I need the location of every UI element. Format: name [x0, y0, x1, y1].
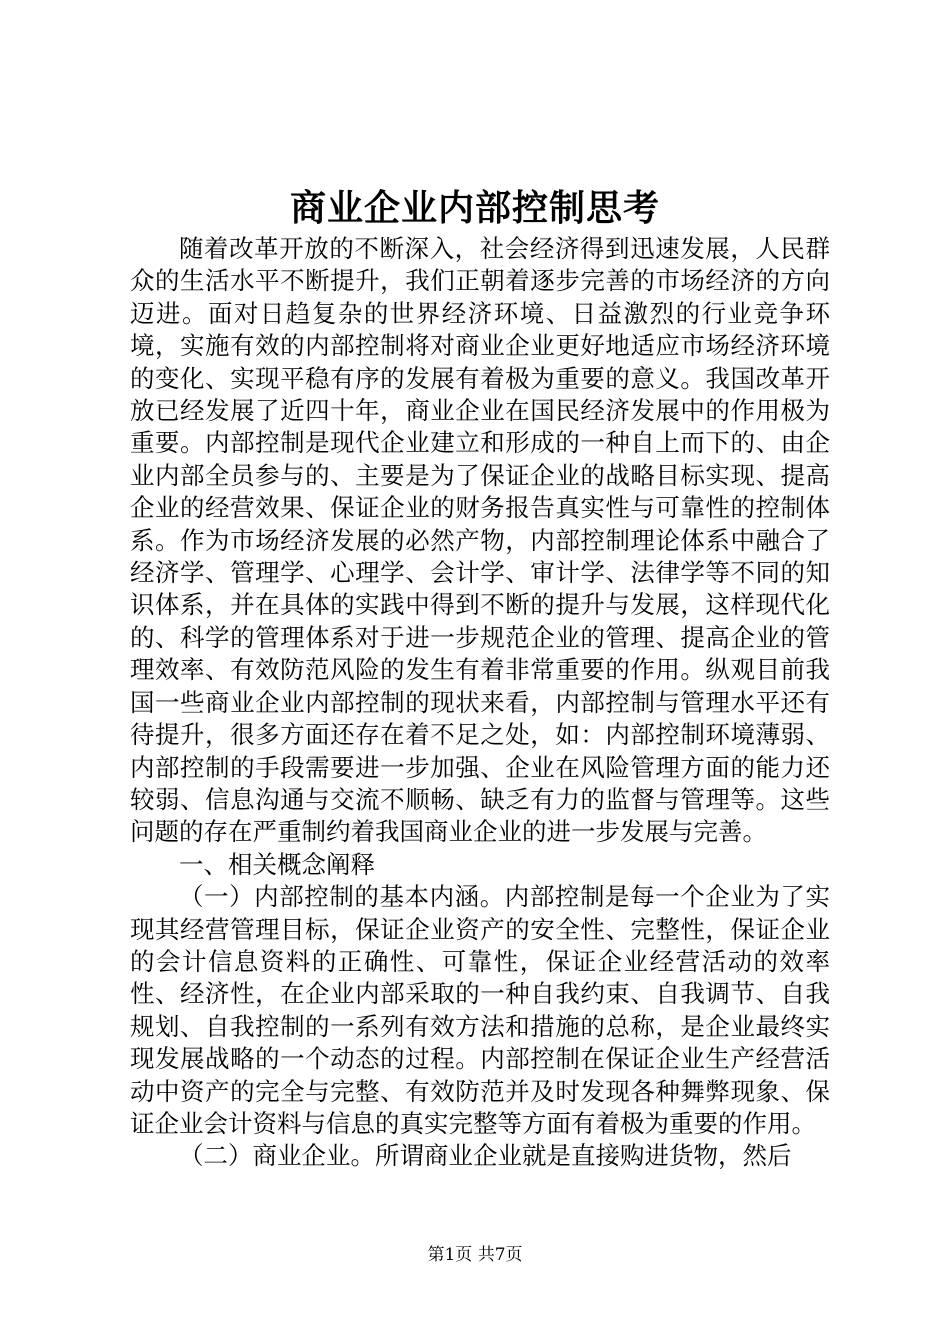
page-footer: 第1页 共7页	[427, 1245, 523, 1265]
paragraph-internal-control: （一）内部控制的基本内涵。内部控制是每一个企业为了实现其经营管理目标，保证企业资产的安全性、完整性，保证企业的会计信息资料的正确性、可靠性，保证企业经营活动的效率性、经济性，在企业内部采取的一种自我约束、自我调节、自我规划、自我控制的一系列有效方法和措施的总称，是企业最终实现发展战略的一个动态的过程。内部控制在保证企业生产经营活动中资产的完全与完整、有效防范并及时发现各种舞弊现象、保证企业会计资料与信息的真实完整等方面有着极为重要的作用。	[130, 882, 830, 1138]
document-body	[130, 233, 830, 1173]
document-title: 商业企业内部控制思考	[289, 187, 660, 229]
paragraph-intro: 随着改革开放的不断深入，社会经济得到迅速发展，人民群众的生活水平不断提升，我们正朝着逐步完善的市场经济的方向迈进。面对日趋复杂的世界经济环境、日益激烈的行业竞争环境，实施有效的内部控制将对商业企业更好地适应市场经济环境的变化、实现平稳有序的发展有着极为重要的意义。我国改革开放已经发展了近四十年，商业企业在国民经济发展中的作用极为重要。内部控制是现代企业建立和形成的一种自上而下的、由企业内部全员参与的、主要是为了保证企业的战略目标实现、提高企业的经营效果、保证企业的财务报告真实性与可靠性的控制体系。作为市场经济发展的必然产物，内部控制理论体系中融合了经济学、管理学、心理学、会计学、审计学、法律学等不同的知识体系，并在具体的实践中得到不断的提升与发展，这样现代化的、科学的管理体系对于进一步规范企业的管理、提高企业的管理效率、有效防范风险的发生有着非常重要的作用。纵观目前我国一些商业企业内部控制的现状来看，内部控制与管理水平还有待提升，很多方面还存在着不足之处，如：内部控制环境薄弱、内部控制的手段需要进一步加强、企业在风险管理方面的能力还较弱、信息沟通与交流不顺畅、缺乏有力的监督与管理等。这些问题的存在严重制约着我国商业企业的进一步发展与完善。	[130, 234, 830, 847]
paragraph-commercial-enterprise: （二）商业企业。所谓商业企业就是直接购进货物，然后	[179, 1141, 792, 1171]
section-heading: 一、相关概念阐释	[179, 849, 375, 879]
